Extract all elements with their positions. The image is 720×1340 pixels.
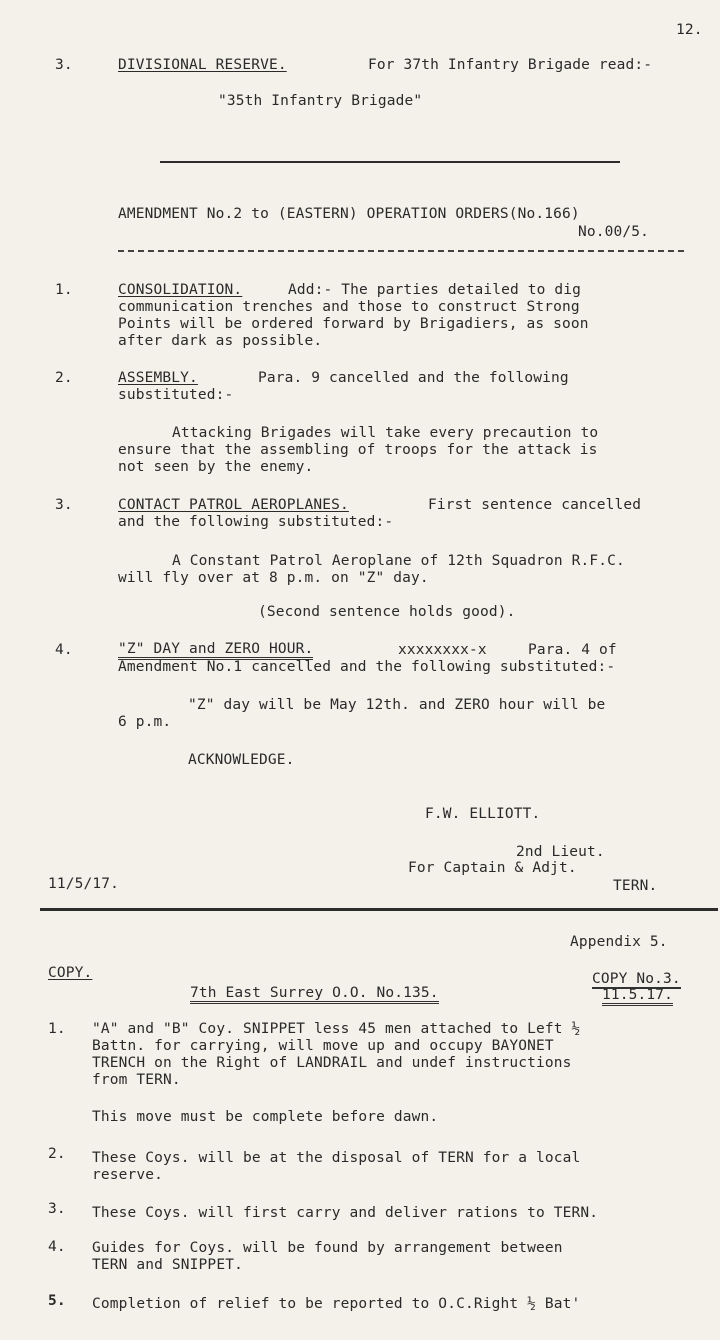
item-line: (Second sentence holds good). (258, 604, 516, 620)
item-line: First sentence cancelled (428, 497, 642, 513)
item-heading: ASSEMBLY. (118, 370, 198, 386)
item-line: will fly over at 8 p.m. on "Z" day. (118, 570, 429, 586)
amendment-title: AMENDMENT No.2 to (EASTERN) OPERATION ORDERS(No.166) (118, 206, 580, 222)
item-heading: "Z" DAY and ZERO HOUR. (118, 642, 313, 660)
item-line: substituted:- (118, 387, 234, 403)
divider (160, 161, 620, 163)
page-number: 12. (676, 22, 703, 38)
item-line: and the following substituted:- (118, 514, 394, 530)
item-line: from TERN. (92, 1072, 181, 1088)
copy-label: COPY. (48, 965, 93, 981)
item-line: ensure that the assembling of troops for the attack is (118, 442, 598, 458)
item-line: "A" and "B" Coy. SNIPPET less 45 men attached to Left ½ (92, 1021, 581, 1037)
item-number: 5. (48, 1293, 66, 1309)
item-line: Para. 4 of (528, 642, 617, 658)
amendment-date: 11/5/17. (48, 876, 120, 892)
item-number: 3. (55, 497, 73, 513)
item-number: 2. (48, 1146, 66, 1162)
item-number: 1. (48, 1021, 66, 1037)
item-line: not seen by the enemy. (118, 459, 314, 475)
item-line: Attacking Brigades will take every precaution to (172, 425, 599, 441)
item-heading: CONSOLIDATION. (118, 282, 243, 298)
item-heading: CONTACT PATROL AEROPLANES. (118, 497, 349, 513)
item-line: A Constant Patrol Aeroplane of 12th Squadron R.F.C. (172, 553, 625, 569)
item-line: reserve. (92, 1167, 164, 1183)
item-number: 3. (55, 57, 73, 73)
item-line: communication trenches and those to construct Strong (118, 299, 580, 315)
item-line: Completion of relief to be reported to O.C.Right ½ Bat' (92, 1296, 581, 1312)
section-quote: "35th Infantry Brigade" (218, 93, 423, 109)
signature-rank: 2nd Lieut. (516, 844, 605, 860)
copy-number: COPY No.3. (592, 971, 681, 987)
section-heading: DIVISIONAL RESERVE. (118, 57, 287, 73)
item-line: TRENCH on the Right of LANDRAIL and undef instructions (92, 1055, 572, 1071)
amendment-title-ref: No.00/5. (578, 224, 650, 240)
item-line: Para. 9 cancelled and the following (258, 370, 569, 386)
section-divider (40, 908, 718, 911)
appendix-label: Appendix 5. (570, 934, 668, 950)
item-line: These Coys. will be at the disposal of TERN for a local (92, 1150, 581, 1166)
item-line: These Coys. will first carry and deliver rations to TERN. (92, 1205, 599, 1221)
item-number: 4. (48, 1239, 66, 1255)
item-line: This move must be complete before dawn. (92, 1109, 439, 1125)
item-number: 3. (48, 1201, 66, 1217)
signature-name: F.W. ELLIOTT. (425, 806, 541, 822)
signature-unit: TERN. (613, 878, 658, 894)
item-line: TERN and SNIPPET. (92, 1257, 243, 1273)
item-line: Add:- The parties detailed to dig (288, 282, 582, 298)
item-number: 4. (55, 642, 73, 658)
item-line: Points will be ordered forward by Brigadiers, as soon (118, 316, 589, 332)
item-line: Guides for Coys. will be found by arrangement between (92, 1240, 563, 1256)
struck-text: xxxxxxxx-x (398, 642, 487, 658)
item-line: after dark as possible. (118, 333, 323, 349)
item-line: "Z" day will be May 12th. and ZERO hour will be (188, 697, 606, 713)
item-number: 1. (55, 282, 73, 298)
dashed-divider (118, 250, 684, 252)
appendix-title: 7th East Surrey O.O. No.135. (190, 986, 439, 1004)
acknowledge: ACKNOWLEDGE. (188, 752, 295, 768)
signature-for: For Captain & Adjt. (408, 860, 577, 876)
section-text: For 37th Infantry Brigade read:- (368, 57, 653, 73)
item-line: Battn. for carrying, will move up and occupy BAYONET (92, 1038, 554, 1054)
copy-date: 11.5.17. (602, 988, 673, 1006)
item-line: Amendment No.1 cancelled and the following substituted:- (118, 659, 616, 675)
item-number: 2. (55, 370, 73, 386)
item-line: 6 p.m. (118, 714, 172, 730)
